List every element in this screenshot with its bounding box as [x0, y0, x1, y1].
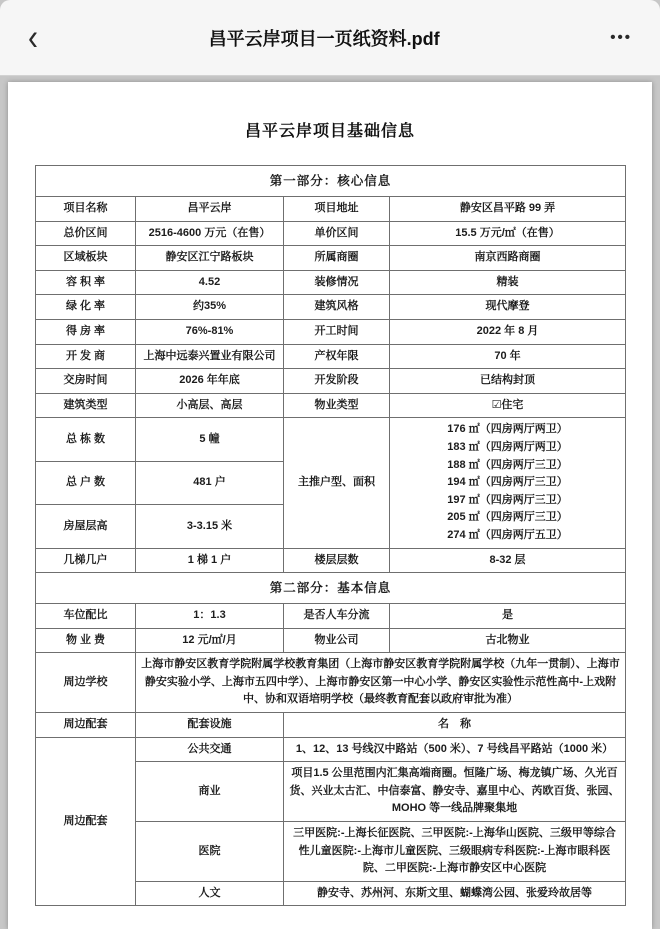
value-cell: 上海中远泰兴置业有限公司: [136, 344, 284, 369]
schools-value-cell: 上海市静安区教育学院附属学校教育集团（上海市静安区教育学院附属学校（九年一贯制）、上海市静安实验小学、上海市五四中学）、上海市静安区第一中心小学、静安区实验性示范性高中-上戏附中、协和双语培明学校（最终教育配套以政府审批为准）: [136, 653, 626, 713]
ellipsis-icon: •••: [610, 29, 632, 46]
label-cell: 产权年限: [284, 344, 390, 369]
value-cell: 12 元/㎡/月: [136, 628, 284, 653]
label-cell: 是否人车分流: [284, 604, 390, 629]
facility-desc-cell: 1、12、13 号线汉中路站（500 米）、7 号线昌平路站（1000 米）: [284, 737, 626, 762]
facility-name-cell: 商业: [136, 762, 284, 822]
value-cell: 2026 年年底: [136, 369, 284, 394]
label-cell: 开 发 商: [36, 344, 136, 369]
table-row: [36, 548, 626, 573]
value-cell: 已结构封顶: [390, 369, 626, 394]
value-cell: 76%-81%: [136, 319, 284, 344]
value-cell: 静安区昌平路 99 弄: [390, 197, 626, 222]
label-cell: 项目名称: [36, 197, 136, 222]
table-row: [36, 197, 626, 222]
back-button[interactable]: [22, 16, 44, 58]
label-cell: 周边学校: [36, 653, 136, 713]
unit-item: 274 ㎡（四房两厅五卫）: [447, 528, 568, 541]
chevron-left-icon: ‹: [28, 16, 38, 58]
label-cell: 周边配套: [36, 713, 136, 738]
label-cell: 总价区间: [36, 221, 136, 246]
value-cell: 是: [390, 604, 626, 629]
value-cell: 2516-4600 万元（在售）: [136, 221, 284, 246]
section1-title: 第一部分：核心信息: [36, 166, 626, 197]
label-cell: 项目地址: [284, 197, 390, 222]
label-cell: 物 业 费: [36, 628, 136, 653]
value-cell: 古北物业: [390, 628, 626, 653]
facility-name-cell: 公共交通: [136, 737, 284, 762]
value-cell: 现代摩登: [390, 295, 626, 320]
label-cell: 总 栋 数: [36, 418, 136, 461]
value-cell: 约35%: [136, 295, 284, 320]
value-cell: 4.52: [136, 270, 284, 295]
label-cell: 几梯几户: [36, 548, 136, 573]
label-cell: 交房时间: [36, 369, 136, 394]
table-row: [36, 418, 626, 461]
units-value-cell: [390, 418, 626, 548]
value-cell: 精装: [390, 270, 626, 295]
value-cell: 5 幢: [136, 418, 284, 461]
label-cell: 配套设施: [136, 713, 284, 738]
value-cell: 1：1.3: [136, 604, 284, 629]
table-row: [36, 344, 626, 369]
label-cell: 得 房 率: [36, 319, 136, 344]
label-cell: 所属商圈: [284, 246, 390, 271]
pdf-viewer-topbar: [0, 0, 660, 76]
value-cell: 2022 年 8 月: [390, 319, 626, 344]
label-cell: 开工时间: [284, 319, 390, 344]
section2-header-row: [36, 573, 626, 604]
table-row: [36, 246, 626, 271]
unit-item: 197 ㎡（四房两厅三卫）: [447, 493, 568, 506]
more-options-button[interactable]: [604, 26, 638, 49]
table-row: [36, 270, 626, 295]
facility-desc-cell: 三甲医院:-上海长征医院、三甲医院:-上海华山医院、三级甲等综合性儿童医院:-上海市儿童医院、三级眼病专科医院:-上海市眼科医院、二甲医院:-上海市静安区中心医院: [284, 822, 626, 882]
table-row: [36, 369, 626, 394]
project-info-table: [35, 165, 626, 906]
table-row: [36, 319, 626, 344]
facilities-header-row: [36, 713, 626, 738]
label-cell: 单价区间: [284, 221, 390, 246]
label-cell: 区域板块: [36, 246, 136, 271]
unit-item: 194 ㎡（四房两厅三卫）: [447, 476, 568, 489]
label-cell: 建筑风格: [284, 295, 390, 320]
facility-desc-cell: 项目1.5 公里范围内汇集高端商圈。恒隆广场、梅龙镇广场、久光百货、兴业太古汇、中信泰富、静安寺、嘉里中心、芮欧百货、张园、MOHO 等一线品牌聚集地: [284, 762, 626, 822]
table-row: [36, 295, 626, 320]
section1-header-row: [36, 166, 626, 197]
unit-item: 176 ㎡（四房两厅两卫）: [447, 423, 568, 436]
facility-desc-cell: 静安寺、苏州河、东斯文里、蝴蝶湾公园、张爱玲故居等: [284, 881, 626, 906]
label-cell: 物业公司: [284, 628, 390, 653]
label-cell: 绿 化 率: [36, 295, 136, 320]
table-row: [36, 604, 626, 629]
value-cell: ☑住宅: [390, 393, 626, 418]
units-label-cell: 主推户型、面积: [284, 418, 390, 548]
value-cell: 3-3.15 米: [136, 505, 284, 548]
value-cell: 小高层、高层: [136, 393, 284, 418]
document-title: 昌平云岸项目一页纸资料.pdf: [208, 28, 440, 49]
label-cell: 名 称: [284, 713, 626, 738]
value-cell: 静安区江宁路板块: [136, 246, 284, 271]
unit-item: 183 ㎡（四房两厅两卫）: [447, 440, 568, 453]
table-row: [36, 393, 626, 418]
facility-name-cell: 医院: [136, 822, 284, 882]
unit-item: 188 ㎡（四房两厅三卫）: [447, 458, 568, 471]
value-cell: 481 户: [136, 461, 284, 504]
value-cell: 70 年: [390, 344, 626, 369]
value-cell: 昌平云岸: [136, 197, 284, 222]
schools-row: [36, 653, 626, 713]
label-cell: 装修情况: [284, 270, 390, 295]
value-cell: 1 梯 1 户: [136, 548, 284, 573]
value-cell: 15.5 万元/㎡（在售）: [390, 221, 626, 246]
label-cell: 开发阶段: [284, 369, 390, 394]
label-cell: 车位配比: [36, 604, 136, 629]
table-row: [36, 221, 626, 246]
label-cell: 楼层层数: [284, 548, 390, 573]
label-cell: 房屋层高: [36, 505, 136, 548]
label-cell: 总 户 数: [36, 461, 136, 504]
table-row: [36, 628, 626, 653]
facility-row: [36, 737, 626, 762]
facilities-group-label-cell: 周边配套: [36, 737, 136, 906]
section2-title: 第二部分：基本信息: [36, 573, 626, 604]
pdf-page: [8, 82, 652, 929]
value-cell: 8-32 层: [390, 548, 626, 573]
unit-item: 205 ㎡（四房两厅三卫）: [447, 511, 568, 524]
value-cell: 南京西路商圈: [390, 246, 626, 271]
facility-name-cell: 人文: [136, 881, 284, 906]
label-cell: 容 积 率: [36, 270, 136, 295]
doc-heading: 昌平云岸项目基础信息: [244, 123, 415, 140]
label-cell: 建筑类型: [36, 393, 136, 418]
label-cell: 物业类型: [284, 393, 390, 418]
